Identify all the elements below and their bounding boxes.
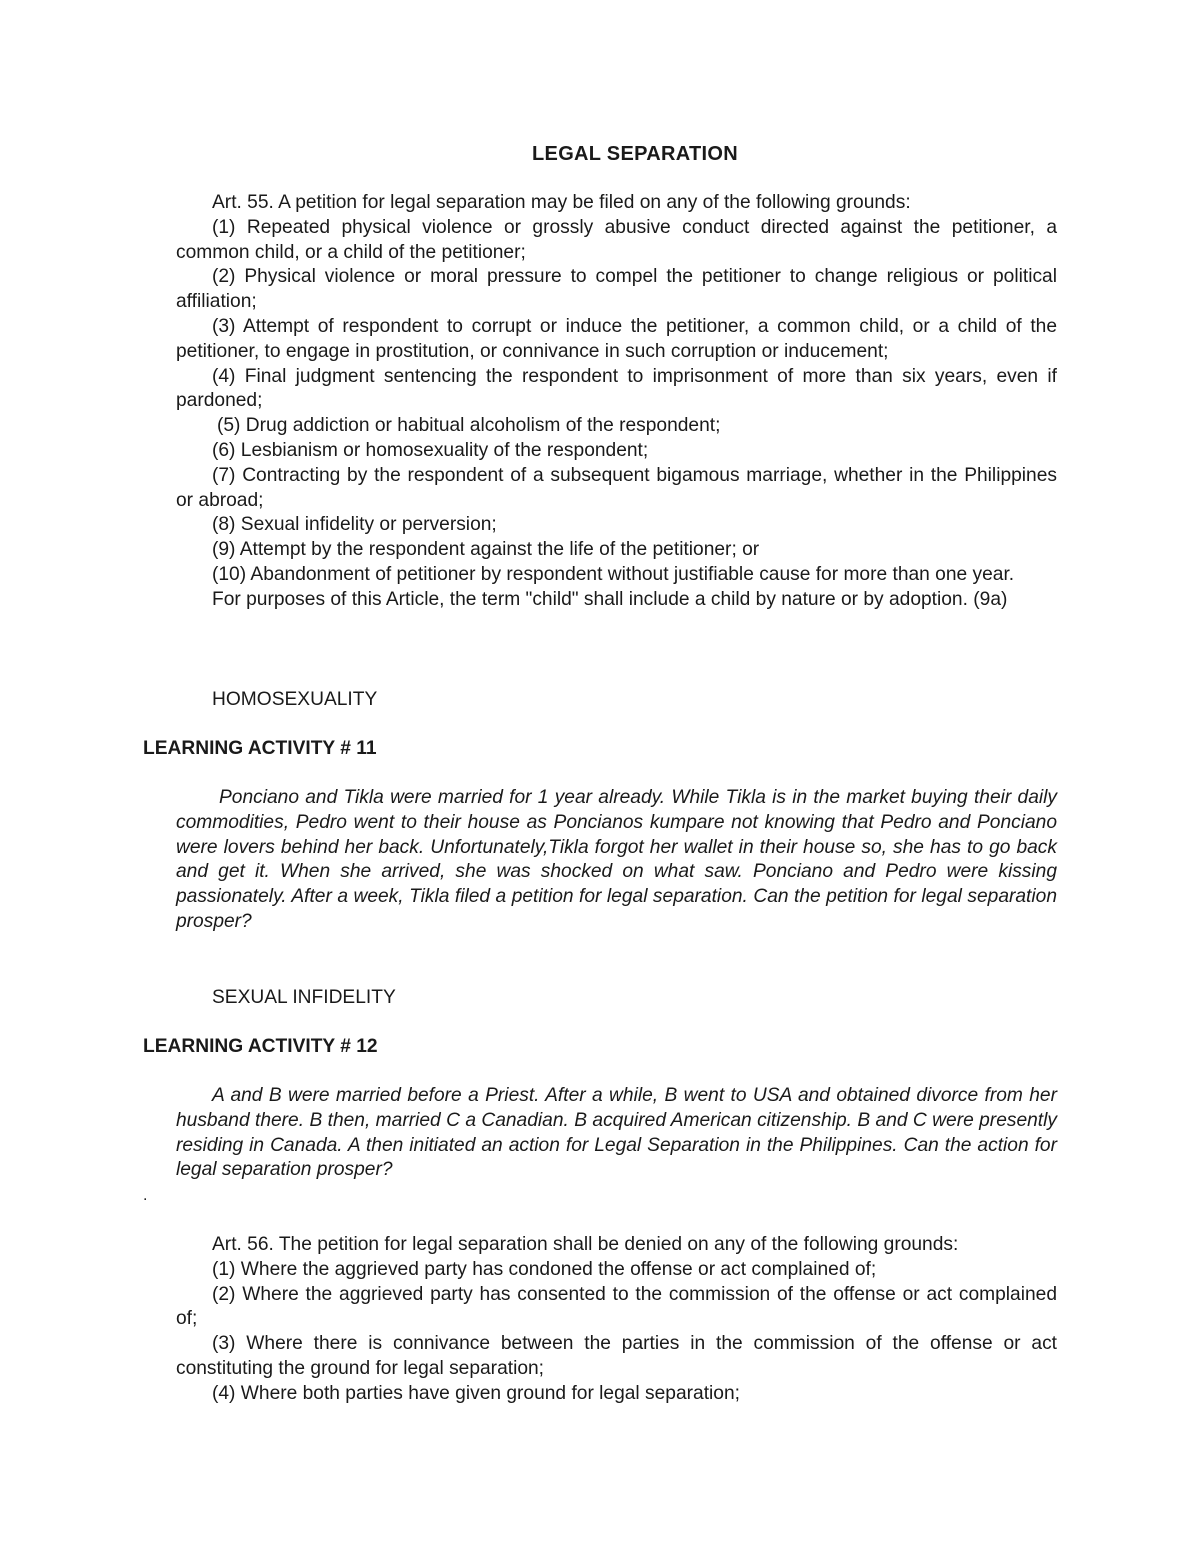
article-55-item-9: (9) Attempt by the respondent against the life of the petitioner; or <box>212 539 760 561</box>
article-56-intro: Art. 56. The petition for legal separation shall be denied on any of the following grounds: <box>212 1234 959 1255</box>
stray-mark: . <box>143 1187 148 1204</box>
article-56-item-4: (4) Where both parties have given ground for legal separation; <box>212 1382 740 1404</box>
learning-activity-11-heading: LEARNING ACTIVITY # 11 <box>143 738 377 759</box>
article-55-closing: For purposes of this Article, the term "child" shall include a child by nature or by adoption. (9a) <box>212 588 1008 610</box>
learning-activity-12-heading: LEARNING ACTIVITY # 12 <box>143 1036 378 1057</box>
article-55-item-2: (2) Physical violence or moral pressure to compel the petitioner to change religious or political affiliation; <box>176 266 1057 313</box>
article-56 <box>176 1233 1057 1407</box>
learning-activity-11-text: Ponciano and Tikla were married for 1 year already. While Tikla is in the market buying their daily commodities, Pedro went to their house as Poncianos kumpare not knowing that Pedro and Ponciano were lovers behind her back. Unfortunately,Tikla forgot her wallet in their house so, she has to go back and get it. When she arrived, she was shocked on what saw. Ponciano and Pedro were kissing passionately. After a week, Tikla filed a petition for legal separation. Can the petition for legal separation prosper? <box>176 787 1057 932</box>
section-heading-sexual-infidelity: SEXUAL INFIDELITY <box>212 987 396 1008</box>
article-55-item-5: (5) Drug addiction or habitual alcoholism of the respondent; <box>217 415 721 437</box>
document-title: LEGAL SEPARATION <box>532 143 738 165</box>
section-heading-homosexuality: HOMOSEXUALITY <box>212 689 378 710</box>
learning-activity-12-text: A and B were married before a Priest. After a while, B went to USA and obtained divorce from her husband there. B then, married C a Canadian. B acquired American citizenship. B and C were presently residing in Canada. A then initiated an action for Legal Separation in the Philippines. Can the action for legal separation prosper? <box>176 1085 1057 1181</box>
article-55-item-10: (10) Abandonment of petitioner by respondent without justifiable cause for more than one year. <box>212 563 1015 585</box>
article-55-item-1: (1) Repeated physical violence or grossly abusive conduct directed against the petitioner, a common child, or a child of the petitioner; <box>176 216 1057 263</box>
article-55-item-8: (8) Sexual infidelity or perversion; <box>212 514 497 536</box>
article-55-item-7: (7) Contracting by the respondent of a subsequent bigamous marriage, whether in the Philippines or abroad; <box>176 464 1057 511</box>
learning-activity-12 <box>176 1084 1057 1183</box>
article-56-item-3: (3) Where there is connivance between the parties in the commission of the offense or act constituting the ground for legal separation; <box>176 1333 1057 1379</box>
article-55-intro: Art. 55. A petition for legal separation may be filed on any of the following grounds: <box>212 192 911 213</box>
article-55-item-3: (3) Attempt of respondent to corrupt or induce the petitioner, a common child, or a child of the petitioner, to engage in prostitution, or connivance in such corruption or inducement; <box>176 315 1057 362</box>
article-55-item-6: (6) Lesbianism or homosexuality of the respondent; <box>212 439 649 461</box>
learning-activity-11 <box>176 786 1057 935</box>
article-55-item-4: (4) Final judgment sentencing the respondent to imprisonment of more than six years, even if pardoned; <box>176 365 1057 412</box>
article-56-item-1: (1) Where the aggrieved party has condoned the offense or act complained of; <box>212 1258 877 1280</box>
article-55 <box>176 191 1057 613</box>
article-56-item-2: (2) Where the aggrieved party has consented to the commission of the offense or act complained of; <box>176 1283 1057 1330</box>
